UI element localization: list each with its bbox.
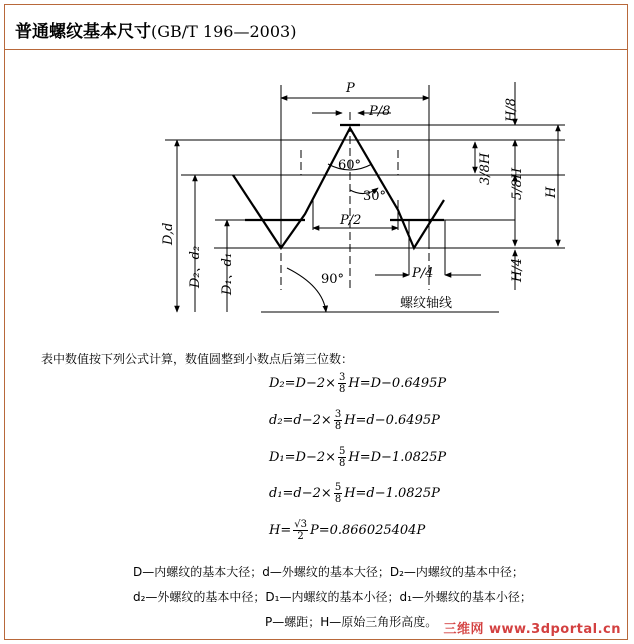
formula-H-fraction: $\frac{√3}{2}$ [294, 519, 307, 542]
label-h-over-4: H/4 [510, 258, 525, 282]
label-pitch-diameter: D₂、d₂ [188, 245, 203, 288]
label-3-8-h: 3/8H [478, 152, 493, 185]
formula-D2-right: H=D−0.6495P [348, 376, 447, 391]
label-h: H [544, 186, 559, 198]
formula-H-right: P=0.866025404P [309, 523, 426, 538]
formula-H [269, 519, 425, 542]
formula-D2 [269, 372, 446, 395]
formula-d2 [269, 409, 440, 432]
title-bar [5, 5, 627, 50]
label-angle-60: 60° [338, 158, 362, 173]
page-title [15, 17, 296, 42]
label-thread-axis: 螺纹轴线 [400, 296, 453, 311]
formula-d1-left: d₁=d−2× [269, 486, 332, 501]
formula-D2-left: D₂=D−2× [269, 376, 337, 391]
label-angle-30: 30° [363, 189, 387, 204]
thread-profile [233, 125, 444, 248]
label-p-over-8: P/8 [369, 104, 391, 119]
formula-d1 [269, 482, 440, 505]
formula-d1-right: H=d−1.0825P [344, 486, 440, 501]
formula-H-left: H= [269, 523, 292, 538]
formula-d2-right: H=d−0.6495P [344, 413, 440, 428]
thread-profile-diagram [5, 50, 627, 350]
label-angle-90: 90° [321, 272, 345, 287]
title-standard: (GB/T 196—2003) [151, 22, 297, 41]
label-p-over-4: P/4 [412, 266, 434, 281]
formula-D2-fraction: $\frac{3}{8}$ [339, 372, 346, 395]
formula-D1 [269, 446, 446, 469]
definition-line-2: d₂—外螺纹的基本中径；D₁—内螺纹的基本小径；d₁—外螺纹的基本小径； [133, 590, 532, 604]
site-watermark: 三维网 www.3dportal.cn [443, 622, 621, 637]
definition-line-1: D—内螺纹的基本大径；d—外螺纹的基本大径；D₂—内螺纹的基本中径； [133, 565, 524, 579]
label-minor-diameter: D₁、d₁ [220, 252, 235, 295]
document-frame [4, 4, 628, 640]
label-major-diameter: D,d [161, 222, 176, 245]
label-p-over-2: P/2 [340, 213, 362, 228]
formula-D1-fraction: $\frac{5}{8}$ [339, 446, 346, 469]
formula-D1-right: H=D−1.0825P [348, 450, 447, 465]
label-h-over-8: H/8 [504, 98, 519, 122]
formula-d2-fraction: $\frac{3}{8}$ [334, 409, 342, 432]
title-text: 普通螺纹基本尺寸 [15, 22, 151, 42]
formula-d2-left: d₂=d−2× [269, 413, 332, 428]
formula-d1-fraction: $\frac{5}{8}$ [334, 482, 342, 505]
intro-text: 表中数值按下列公式计算，数值圆整到小数点后第三位数： [41, 352, 354, 366]
formula-D1-left: D₁=D−2× [269, 450, 337, 465]
label-pitch: P [346, 81, 355, 96]
label-5-8-h: 5/8H [510, 167, 525, 200]
definition-line-3: P—螺距；H—原始三角形高度。 [265, 615, 438, 629]
